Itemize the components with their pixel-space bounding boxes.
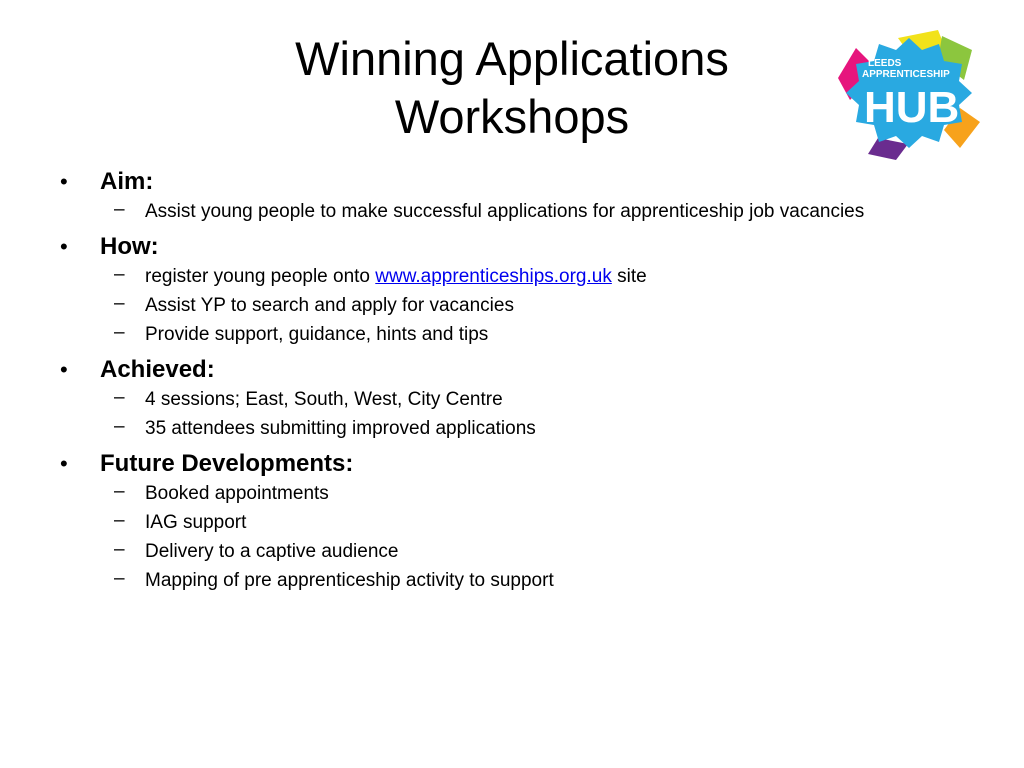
list-item-text: IAG support [145,512,247,533]
bullet-dot: • [60,357,68,382]
slide-title-line-2: Workshops [394,90,630,143]
leeds-apprenticeship-hub-logo [838,30,980,160]
list-item [114,509,960,538]
logo-text-leeds: LEEDS [868,58,902,69]
dash-marker: – [114,481,125,502]
dash-marker: – [114,293,125,314]
section-heading: Aim: [100,168,154,195]
dash-marker: – [114,199,125,220]
section-future-developments [60,448,960,596]
section-heading: Future Developments: [100,450,354,477]
list-item-text: Delivery to a captive audience [145,541,399,562]
apprenticeships-link[interactable]: www.apprenticeships.org.uk [375,266,612,287]
section-aim [60,166,960,227]
dash-marker: – [114,539,125,560]
bullet-dot: • [60,234,68,259]
list-item [114,538,960,567]
list-item [114,480,960,509]
list-item-text: Provide support, guidance, hints and tips [145,324,489,345]
list-item [114,415,960,444]
section-heading: How: [100,233,159,260]
list-item-text [145,263,960,292]
list-item-text: Mapping of pre apprenticeship activity to support [145,570,554,591]
list-item-text: Assist YP to search and apply for vacancies [145,295,514,316]
list-item-text: 4 sessions; East, South, West, City Centre [145,389,503,410]
list-item-text: 35 attendees submitting improved applications [145,418,536,439]
dash-marker: – [114,510,125,531]
section-how [60,231,960,350]
dash-marker: – [114,568,125,589]
list-item [114,386,960,415]
list-item [114,567,960,596]
list-item [114,198,960,227]
logo-text-apprenticeship: APPRENTICESHIP [862,69,950,80]
logo-text-hub: HUB [864,83,960,132]
bullet-dot: • [60,451,68,476]
section-heading: Achieved: [100,356,215,383]
list-item-text: Booked appointments [145,483,329,504]
list-item-text-after: site [611,266,647,287]
list-item [114,292,960,321]
dash-marker: – [114,387,125,408]
list-item-text: Assist young people to make successful applications for apprenticeship job vacancies [145,201,865,222]
list-item [114,263,960,292]
bullet-dot: • [60,169,68,194]
bullet-list [60,166,960,596]
list-item [114,321,960,350]
list-item-text-before: register young people onto [145,266,376,287]
dash-marker: – [114,416,125,437]
dash-marker: – [114,322,125,343]
slide-title-line-1: Winning Applications [295,32,729,85]
slide-title [180,30,844,146]
dash-marker: – [114,264,125,285]
section-achieved [60,354,960,444]
